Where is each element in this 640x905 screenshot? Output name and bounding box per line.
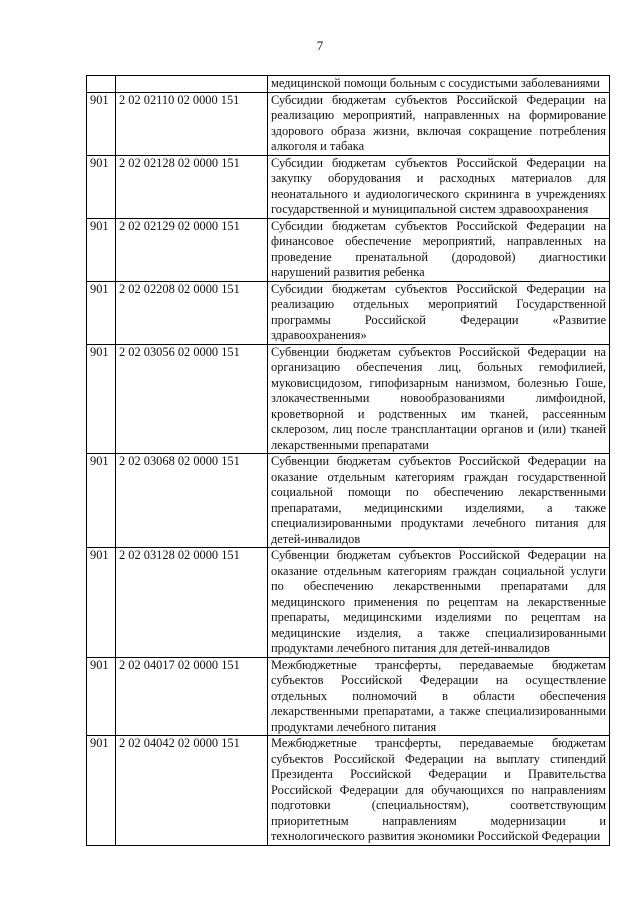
table-row xyxy=(87,657,610,736)
table-row xyxy=(87,548,610,658)
revenue-description-cell: Субвенции бюджетам субъектов Российской Федерации на оказание отдельным категориям граждан государственной социальной помощи по обеспечению лекарственными препаратами, медицинскими изделиями, а также специализированными продуктами лечебного питания для детей-инвалидов xyxy=(268,454,610,548)
table-row xyxy=(87,155,610,218)
revenue-description-cell: Субвенции бюджетам субъектов Российской Федерации на организацию обеспечения лиц, больных гемофилией, муковисцидозом, гипофизарным нанизмом, болезнью Гоше, злокачественными новообразованиями лимфоидной, кроветворной и родственных им тканей, рассеянным склерозом, лиц после трансплантации органов и (или) тканей лекарственными препаратами xyxy=(268,344,610,454)
admin-code-cell: 901 xyxy=(87,736,116,846)
table-row xyxy=(87,76,610,93)
budget-classification-code-cell: 2 02 02129 02 0000 151 xyxy=(116,218,268,281)
budget-classification-code-cell: 2 02 04017 02 0000 151 xyxy=(116,657,268,736)
budget-classification-code-cell: 2 02 03056 02 0000 151 xyxy=(116,344,268,454)
table-row xyxy=(87,736,610,846)
budget-classification-code-cell: 2 02 02208 02 0000 151 xyxy=(116,281,268,344)
budget-classification-code-cell: 2 02 03068 02 0000 151 xyxy=(116,454,268,548)
admin-code-cell: 901 xyxy=(87,657,116,736)
budget-classification-code-cell xyxy=(116,76,268,93)
revenue-description-cell: Субсидии бюджетам субъектов Российской Федерации на закупку оборудования и расходных материалов для неонатального и аудиологического скрининга в учреждениях государственной и муниципальной систем здравоохранения xyxy=(268,155,610,218)
revenue-description-cell: Субвенции бюджетам субъектов Российской Федерации на оказание отдельным категориям граждан социальной услуги по обеспечению лекарственными препаратами для медицинского применения по рецептам на лекарственные препараты, медицинскими изделиями по рецептам на медицинские изделия, а также специализированными продуктами лечебного питания для детей-инвалидов xyxy=(268,548,610,658)
budget-classification-code-cell: 2 02 02110 02 0000 151 xyxy=(116,92,268,155)
admin-code-cell: 901 xyxy=(87,454,116,548)
revenue-description-cell: медицинской помощи больным с сосудистыми заболеваниями xyxy=(268,76,610,93)
admin-code-cell: 901 xyxy=(87,344,116,454)
admin-code-cell: 901 xyxy=(87,155,116,218)
revenue-description-cell: Межбюджетные трансферты, передаваемые бюджетам субъектов Российской Федерации на осуществление отдельных полномочий в области обеспечения лекарственными препаратами, а также специализированными продуктами лечебного питания xyxy=(268,657,610,736)
budget-classification-code-cell: 2 02 02128 02 0000 151 xyxy=(116,155,268,218)
admin-code-cell: 901 xyxy=(87,281,116,344)
page-number: 7 xyxy=(316,38,324,53)
table-row xyxy=(87,281,610,344)
revenue-description-cell: Субсидии бюджетам субъектов Российской Федерации на реализацию мероприятий, направленных на формирование здорового образа жизни, включая сокращение потребления алкоголя и табака xyxy=(268,92,610,155)
revenue-description-cell: Субсидии бюджетам субъектов Российской Федерации на реализацию отдельных мероприятий Государственной программы Российской Федерации «Развитие здравоохранения» xyxy=(268,281,610,344)
admin-code-cell: 901 xyxy=(87,548,116,658)
admin-code-cell: 901 xyxy=(87,92,116,155)
revenue-description-cell: Субсидии бюджетам субъектов Российской Федерации на финансовое обеспечение мероприятий, направленных на проведение пренатальной (дородовой) диагностики нарушений развития ребенка xyxy=(268,218,610,281)
budget-codes-table xyxy=(86,75,610,846)
revenue-description-cell: Межбюджетные трансферты, передаваемые бюджетам субъектов Российской Федерации на выплату стипендий Президента Российской Федерации и Правительства Российской Федерации для обучающихся по направлениям подготовки (специальностям), соответствующим приоритетным направлениям модернизации и технологического развития экономики Российской Федерации xyxy=(268,736,610,846)
table-row xyxy=(87,92,610,155)
admin-code-cell xyxy=(87,76,116,93)
budget-classification-code-cell: 2 02 04042 02 0000 151 xyxy=(116,736,268,846)
table-row xyxy=(87,454,610,548)
admin-code-cell: 901 xyxy=(87,218,116,281)
table-row xyxy=(87,218,610,281)
table-row xyxy=(87,344,610,454)
budget-classification-code-cell: 2 02 03128 02 0000 151 xyxy=(116,548,268,658)
